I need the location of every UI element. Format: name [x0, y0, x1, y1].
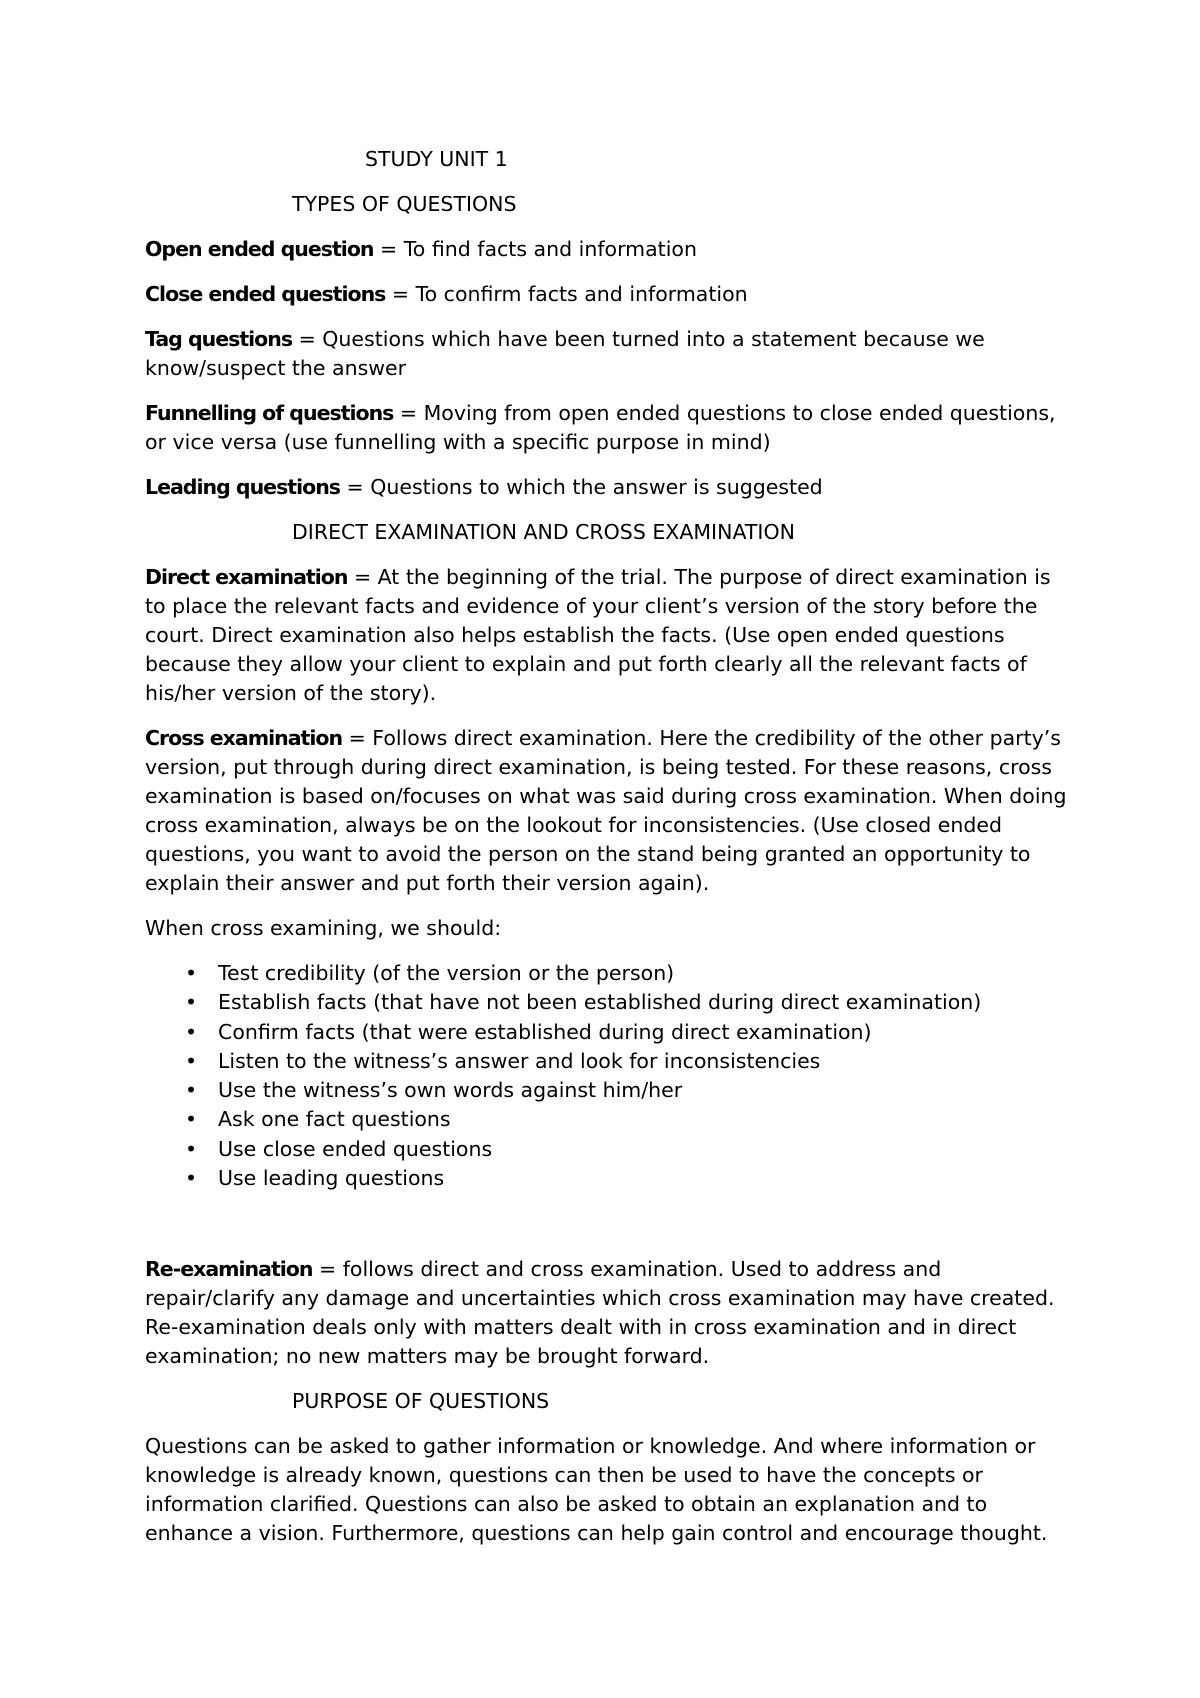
- list-item-text: Ask one fact questions: [218, 1107, 451, 1132]
- list-item: [145, 1047, 1075, 1076]
- bullet-icon: •: [185, 1107, 198, 1132]
- bullet-icon: •: [185, 1019, 198, 1044]
- definition-text: = Questions to which the answer is suggested: [340, 475, 823, 499]
- heading-direct-cross-examination: DIRECT EXAMINATION AND CROSS EXAMINATION: [292, 520, 795, 544]
- term-label: Open ended question: [145, 237, 374, 261]
- definition-open-ended: [145, 235, 1075, 264]
- definition-text: = To confirm facts and information: [385, 282, 748, 306]
- definition-leading-questions: [145, 473, 1075, 502]
- term-label: Re-examination: [145, 1257, 313, 1282]
- bullet-icon: •: [185, 1166, 198, 1191]
- definition-cross-examination: [145, 724, 1075, 898]
- definition-direct-examination: [145, 563, 1075, 708]
- definition-re-examination: [145, 1255, 1075, 1371]
- term-label: Cross examination: [145, 726, 343, 750]
- term-label: Funnelling of questions: [145, 401, 394, 425]
- definition-text: = Follows direct examination. Here the credibility of the other party’s version, put through during direct examination, is being tested. For these reasons, cross examination is based on/focuses on what was said during cross examination. When doing cross examination, always be on the lookout for inconsistencies. (Use closed ended questions, you want to avoid the person on the stand being granted an opportunity to explain their answer and put forth their version again).: [145, 726, 1067, 895]
- term-label: Close ended questions: [145, 282, 386, 306]
- page-title: STUDY UNIT 1: [365, 147, 508, 171]
- bullet-icon: •: [185, 1136, 198, 1161]
- list-item: [145, 1018, 1075, 1047]
- list-item: [145, 959, 1075, 988]
- definition-text: = Questions which have been turned into a statement because we know/suspect the answer: [145, 327, 985, 380]
- list-item-text: Use the witness’s own words against him/her: [218, 1078, 683, 1103]
- heading-types-of-questions: TYPES OF QUESTIONS: [292, 192, 517, 216]
- definition-close-ended: [145, 280, 1075, 309]
- term-label: Tag questions: [145, 327, 293, 351]
- list-item-text: Test credibility (of the version or the person): [218, 961, 675, 985]
- term-label: Direct examination: [145, 565, 348, 589]
- list-item: [145, 1135, 1075, 1164]
- definition-tag-questions: [145, 325, 1075, 383]
- bullet-icon: •: [185, 1048, 198, 1073]
- list-item-text: Use leading questions: [218, 1166, 445, 1191]
- list-item-text: Confirm facts (that were established during direct examination): [218, 1019, 872, 1044]
- purpose-paragraph: Questions can be asked to gather information or knowledge. And where information or knowledge is already known, questions can then be used to have the concepts or information clarified. Questions can also be asked to obtain an explanation and to enhance a vision. Furthermore, questions can help gain control and encourage thought.: [145, 1434, 1048, 1546]
- definition-funnelling: [145, 399, 1075, 457]
- definition-text: = Moving from open ended questions to close ended questions, or vice versa (use funnelling with a specific purpose in mind): [145, 401, 1056, 454]
- list-item: [145, 1076, 1075, 1105]
- bullet-icon: •: [185, 961, 198, 985]
- definition-text: = follows direct and cross examination. Used to address and repair/clarify any damage and uncertainties which cross examination may have created. Re-examination deals only with matters dealt with in cross examination and in direct examination; no new matters may be brought forward.: [145, 1257, 1055, 1369]
- term-label: Leading questions: [145, 475, 340, 499]
- list-item-text: Establish facts (that have not been established during direct examination): [218, 990, 982, 1015]
- definition-text: = At the beginning of the trial. The purpose of direct examination is to place the relevant facts and evidence of your client’s version of the story before the court. Direct examination also helps establish the facts. (Use open ended questions because they allow your client to explain and put forth clearly all the relevant facts of his/her version of the story).: [145, 565, 1051, 705]
- heading-purpose-of-questions: PURPOSE OF QUESTIONS: [292, 1389, 550, 1414]
- cross-examining-intro: When cross examining, we should:: [145, 916, 502, 940]
- definition-text: = To find facts and information: [373, 237, 697, 261]
- list-item: [145, 1105, 1075, 1134]
- cross-examining-list: [145, 959, 1075, 1193]
- list-item-text: Listen to the witness’s answer and look for inconsistencies: [218, 1048, 821, 1073]
- list-item-text: Use close ended questions: [218, 1136, 493, 1161]
- spacer: [145, 1193, 1075, 1255]
- bullet-icon: •: [185, 990, 198, 1015]
- list-item: [145, 1164, 1075, 1193]
- document-content: [145, 145, 1075, 1564]
- bullet-icon: •: [185, 1078, 198, 1103]
- list-item: [145, 988, 1075, 1017]
